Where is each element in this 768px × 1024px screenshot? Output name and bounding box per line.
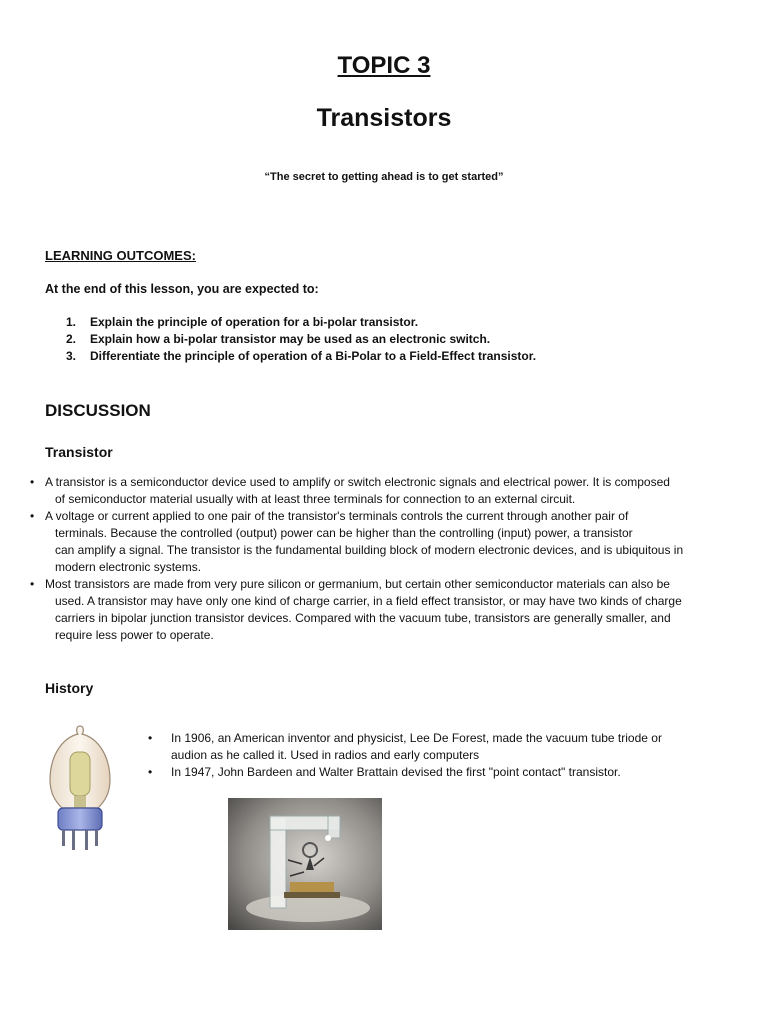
bullet-text-line: Most transistors are made from very pure silicon or germanium, but certain other semiconductor materials can also be bbox=[45, 577, 670, 591]
bullet-text-line: A voltage or current applied to one pair of the transistor's terminals controls the current through another pair of bbox=[45, 509, 629, 523]
discussion-heading: DISCUSSION bbox=[45, 401, 151, 420]
bullet-text-line: A transistor is a semiconductor device used to amplify or switch electronic signals and electrical power. It is composed bbox=[45, 475, 670, 489]
outcome-number: 2. bbox=[66, 332, 77, 346]
history-bullet-list bbox=[148, 730, 708, 781]
list-item bbox=[30, 474, 730, 508]
learning-outcomes-heading: LEARNING OUTCOMES: bbox=[45, 248, 196, 263]
history-subheading: History bbox=[45, 680, 94, 696]
bullet-text-line: terminals. Because the controlled (output) power can be higher than the controlling (input) power, a transistor bbox=[55, 526, 633, 540]
bullet-icon: • bbox=[30, 509, 35, 523]
bullet-text-line: modern electronic systems. bbox=[55, 560, 202, 574]
outcome-number: 1. bbox=[66, 315, 77, 329]
history-text-line: In 1947, John Bardeen and Walter Brattain devised the first "point contact" transistor. bbox=[171, 765, 621, 779]
outcome-item bbox=[66, 348, 746, 365]
quote: “The secret to getting ahead is to get started” bbox=[264, 171, 504, 183]
bullet-icon: • bbox=[30, 577, 35, 591]
list-item bbox=[30, 508, 730, 576]
bullet-icon: • bbox=[148, 731, 153, 745]
bullet-icon: • bbox=[30, 475, 35, 489]
outcome-text: Explain how a bi-polar transistor may be used as an electronic switch. bbox=[90, 332, 491, 346]
transistor-subheading: Transistor bbox=[45, 444, 113, 460]
list-item bbox=[148, 764, 708, 781]
bullet-text-line: carriers in bipolar junction transistor devices. Compared with the vacuum tube, transistors are generally smaller, and bbox=[55, 611, 671, 625]
bullet-text-line: of semiconductor material usually with at least three terminals for connection to an external circuit. bbox=[55, 492, 576, 506]
bullet-text-line: can amplify a signal. The transistor is the fundamental building block of modern electronic devices, and is ubiquitous in bbox=[55, 543, 684, 557]
page-title: Transistors bbox=[316, 104, 452, 132]
outcome-text: Differentiate the principle of operation of a Bi-Polar to a Field-Effect transistor. bbox=[90, 349, 537, 363]
learning-outcomes-list bbox=[66, 314, 746, 365]
bullet-text-line: used. A transistor may have only one kind of charge carrier, in a field effect transistor, or may have two kinds of charge bbox=[55, 594, 682, 608]
bullet-icon: • bbox=[148, 765, 153, 779]
list-item bbox=[148, 730, 708, 764]
vacuum-tube-illustration bbox=[40, 722, 120, 852]
point-contact-transistor-photo bbox=[228, 798, 382, 930]
outcome-text: Explain the principle of operation for a bi-polar transistor. bbox=[90, 315, 419, 329]
topic-number: TOPIC 3 bbox=[337, 52, 431, 79]
bullet-text-line: require less power to operate. bbox=[55, 628, 214, 642]
learning-outcomes-intro: At the end of this lesson, you are expected to: bbox=[45, 282, 319, 296]
history-text-line: audion as he called it. Used in radios and early computers bbox=[171, 748, 480, 762]
history-text-line: In 1906, an American inventor and physicist, Lee De Forest, made the vacuum tube triode or bbox=[171, 731, 662, 745]
outcome-item bbox=[66, 331, 746, 348]
list-item bbox=[30, 576, 730, 644]
outcome-number: 3. bbox=[66, 349, 77, 363]
transistor-bullet-list bbox=[30, 474, 730, 644]
outcome-item bbox=[66, 314, 746, 331]
